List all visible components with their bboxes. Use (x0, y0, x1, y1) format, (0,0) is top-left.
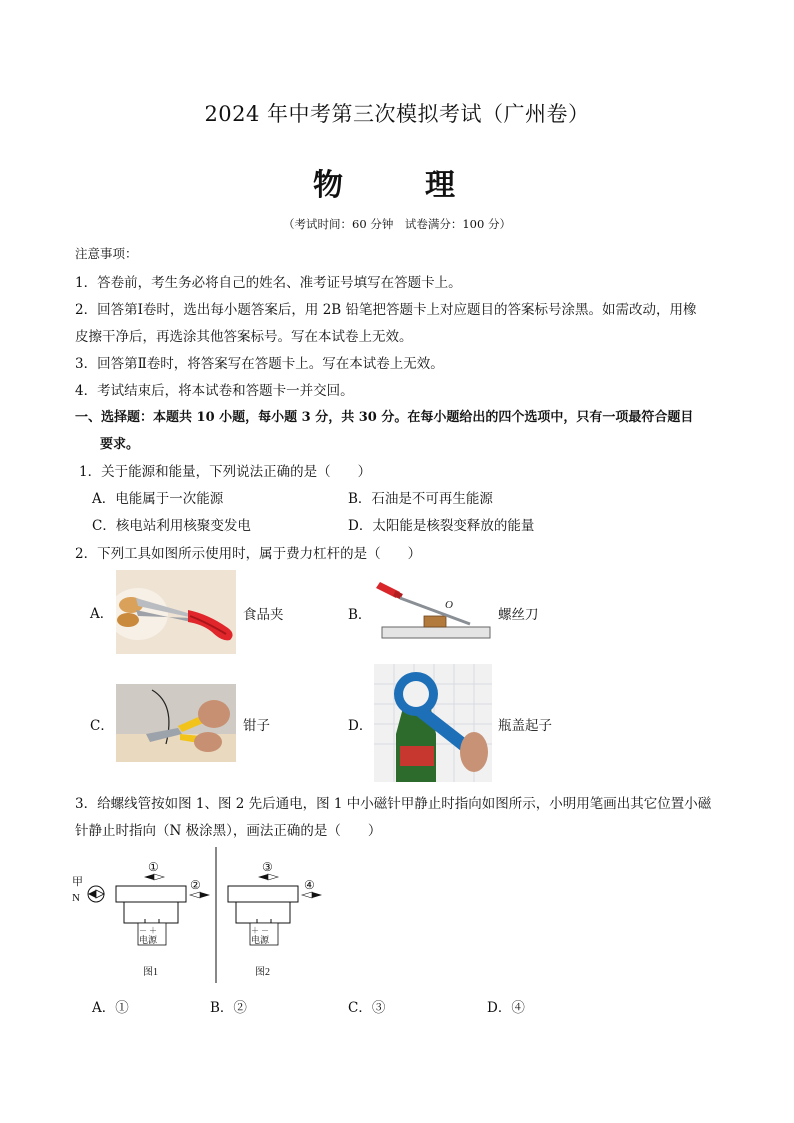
section-heading: 一、选择题：本题共 10 小题，每小题 3 分，共 30 分。在每小题给出的四个选项中，只有一项最符合题目 (75, 410, 694, 425)
fig2-power-label: 电源 (251, 935, 270, 945)
fig2-terminals: ＋ － (251, 926, 269, 935)
mark-3: ③ (262, 860, 273, 874)
mark-4: ④ (304, 878, 315, 892)
exam-title: 2024 年中考第三次模拟考试（广州卷） (204, 102, 590, 126)
q2-option-b-caption: 螺丝刀 (498, 607, 539, 623)
needle-1-icon (144, 874, 164, 880)
fig2-caption: 图2 (255, 967, 270, 978)
needle-3-icon (258, 874, 278, 880)
q2-stem: 2．下列工具如图所示使用时，属于费力杠杆的是（ ） (75, 546, 422, 562)
notes-heading: 注意事项： (75, 246, 138, 261)
q1-option-b[interactable]: B．石油是不可再生能源 (348, 491, 493, 507)
note-item-4: 4．考试结束后，将本试卷和答题卡一并交回。 (75, 383, 354, 399)
needle-2-icon (190, 892, 210, 898)
q3-option-d[interactable]: D．④ (487, 1000, 525, 1016)
q1-option-c[interactable]: C．核电站利用核聚变发电 (92, 518, 251, 534)
q2-option-d-caption: 瓶盖起子 (498, 718, 552, 734)
section-heading-cont: 要求。 (100, 437, 140, 452)
bottle-opener-image (374, 664, 492, 782)
fig1-caption: 图1 (143, 967, 158, 978)
exam-info: （考试时间：60 分钟 试卷满分：100 分） (283, 217, 511, 231)
q3-stem-cont: 针静止时指向（N 极涂黑），画法正确的是（ ） (75, 823, 382, 839)
food-tongs-image (116, 570, 236, 654)
q1-option-a[interactable]: A．电能属于一次能源 (92, 491, 224, 507)
subject-title: 物 理 (313, 168, 481, 203)
solenoid-figure (66, 845, 336, 985)
note-item-2: 2．回答第Ⅰ卷时，选出每小题答案后，用 2B 铅笔把答题卡上对应题目的答案标号涂黑。如需改动，用橡 (75, 302, 697, 318)
note-item-2-cont: 皮擦干净后，再选涂其他答案标号。写在本试卷上无效。 (75, 329, 413, 345)
q2-option-c-caption: 钳子 (243, 718, 270, 734)
q3-option-a[interactable]: A．① (92, 1000, 129, 1016)
fig1-power-label: 电源 (139, 935, 158, 945)
fulcrum-label: O (445, 599, 453, 611)
q3-option-b[interactable]: B．② (210, 1000, 247, 1016)
q3-option-c[interactable]: C．③ (348, 1000, 386, 1016)
mark-2: ② (190, 878, 201, 892)
mark-1: ① (148, 860, 159, 874)
fig1-terminals: － ＋ (139, 926, 157, 935)
screwdriver-image (372, 578, 494, 642)
needle-4-icon (302, 892, 322, 898)
needle-n-label: N (72, 892, 80, 904)
q1-stem: 1．关于能源和能量，下列说法正确的是（ ） (79, 464, 372, 480)
note-item-1: 1．答卷前，考生务必将自己的姓名、准考证号填写在答题卡上。 (75, 275, 462, 291)
q3-stem: 3．给螺线管按如图 1、图 2 先后通电，图 1 中小磁针甲静止时指向如图所示，小明用笔画出其它位置小磁 (75, 796, 712, 812)
needle-jia-label: 甲 (72, 876, 83, 888)
q1-option-d[interactable]: D．太阳能是核裂变释放的能量 (348, 518, 535, 534)
q2-option-d-letter[interactable]: D． (348, 718, 373, 734)
compass-jia-icon (88, 886, 104, 902)
q2-option-a-letter[interactable]: A． (90, 606, 114, 622)
q2-option-b-letter[interactable]: B． (348, 607, 372, 623)
q2-option-c-letter[interactable]: C． (90, 718, 114, 734)
pliers-image (116, 684, 236, 762)
q2-option-a-caption: 食品夹 (243, 607, 284, 623)
note-item-3: 3．回答第Ⅱ卷时，将答案写在答题卡上。写在本试卷上无效。 (75, 356, 444, 372)
